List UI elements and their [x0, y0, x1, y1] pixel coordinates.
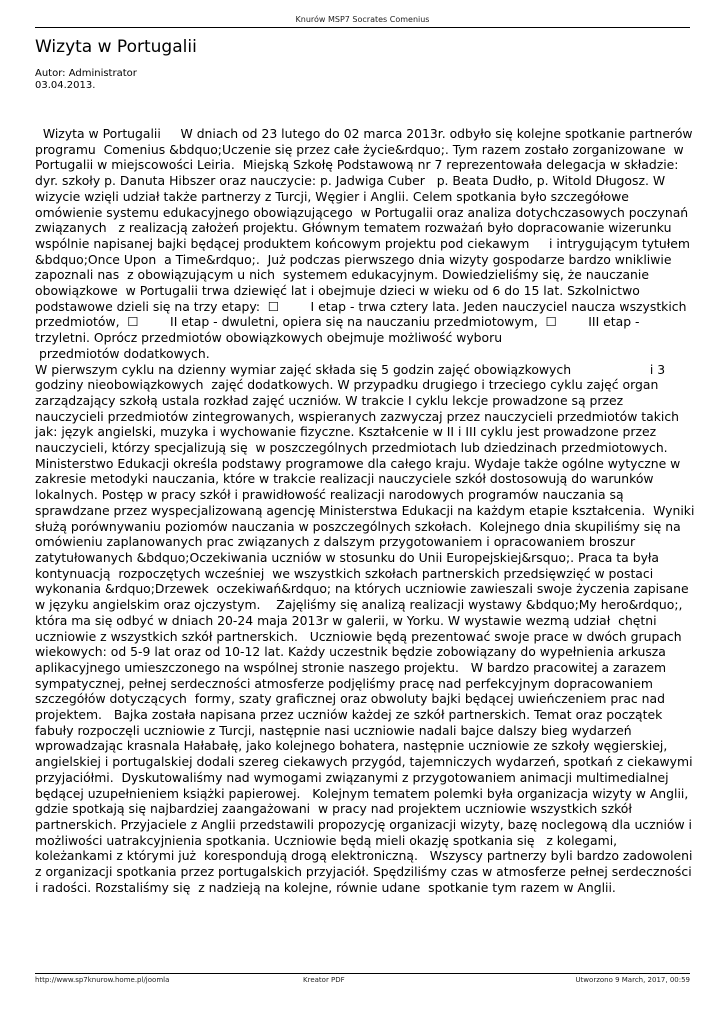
author-line: Autor: Administrator [35, 68, 137, 79]
article-body [35, 126, 699, 895]
article-title: Wizyta w Portugalii [35, 37, 197, 57]
article-paragraph-intro: Wizyta w Portugalii W dniach od 23 lutego do 02 marca 2013r. odbyło się kolejne spotkanie partnerów programu Comenius &bdquo;Uczenie się przez całe życie&rdquo;. Tym razem zostało zorganizowane w Portugalii w miejscowości Leiria. Miejską Szkołę Podstawową nr 7 reprezentowała delegacja w składzie: dyr. szkoły p. Danuta Hibszer oraz nauczycie: p. Jadwiga Cuber p. Beata Dudło, p. Witold Długosz. W wizycie wzięli udział także partnerzy z Turcji, Węgier i Anglii. Celem spotkania było szczegółowe omówienie systemu edukacyjnego obowiązującego w Portugalii oraz analiza dotychczasowych poczynań związanych z realizacją założeń projektu. Głównym tematem rozważań było dopracowanie wizerunku wspólnie napisanej bajki będącej produktem końcowym projektu pod ciekawym i intrygującym tytułem &bdquo;Once Upon a Time&rdquo;. Już podczas pierwszego dnia wizyty gospodarze bardzo wnikliwie zapoznali nas z obowiązującym u nich systemem edukacyjnym. Dowiedzieliśmy się, że nauczanie obowiązkowe w Portugalii trwa dziewięć lat i obejmuje dzieci w wieku od 6 do 15 lat. Szkolnictwo podstawowe dzieli się na trzy etapy: ☐ I etap - trwa cztery lata. Jeden nauczyciel naucza wszystkich przedmiotów, ☐ II etap - dwuletni, opiera się na nauczaniu przedmiotowym, ☐ III etap - trzyletni. Oprócz przedmiotów obowiązkowych obejmuje możliwość wyboru [35, 126, 697, 346]
page-header-site-name: Knurów MSP7 Socrates Comenius [295, 15, 430, 24]
article-paragraph-continuation: przedmiotów dodatkowych. [35, 345, 210, 361]
article-paragraph-main: W pierwszym cyklu na dzienny wymiar zajęć składa się 5 godzin zajęć obowiązkowych i 3 godziny nieobowiązkowych zajęć dodatkowych. W przypadku drugiego i trzeciego cyklu zajęć organ zarządzający szkołą ustala rozkład zajęć uczniów. W trakcie I cyklu lekcje prowadzone są przez nauczycieli przedmiotów zintegrowanych, wspieranych zazwyczaj przez nauczycieli przedmiotów takich jak: język angielski, muzyka i wychowanie fizyczne. Kształcenie w II i III cyklu jest prowadzone przez nauczycieli, którzy specjalizują się w poszczególnych przedmiotach lub dziedzinach przedmiotowych. Ministerstwo Edukacji określa podstawy programowe dla całego kraju. Wydaje także ogólne wytyczne w zakresie metodyki nauczania, które w trakcie realizacji nauczyciele szkół dostosowują do warunków lokalnych. Postęp w pracy szkół i prawidłowość realizacji narodowych programów nauczania są sprawdzane przez wyspecjalizowaną agencję Ministerstwa Edukacji na każdym etapie kształcenia. Wyniki służą porównywaniu poziomów nauczania w poszczególnych szkołach. Kolejnego dnia skupiliśmy się na omówieniu zaplanowanych prac związanych z dalszym przygotowaniem i opracowaniem broszur zatytułowanych &bdquo;Oczekiwania uczniów w stosunku do Unii Europejskiej&rsquo;. Praca ta była kontynuacją rozpoczętych wcześniej we wszystkich szkołach partnerskich przedsięwzięć w postaci wykonania &rdquo;Drzewek oczekiwań&rdquo; na których uczniowie zawieszali swoje życzenia zapisane w języku angielskim oraz ojczystym. Zajęliśmy się analizą realizacji wystawy &bdquo;My hero&rdquo;, która ma się odbyć w dniach 20-24 maja 2013r w galerii, w Yorku. W wystawie wezmą udział chętni uczniowie z wszystkich szkół partnerskich. Uczniowie będą prezentować swoje prace w dwóch grupach wiekowych: od 5-9 lat oraz od 10-12 lat. Każdy uczestnik będzie zobowiązany do wypełnienia arkusza aplikacyjnego umieszczonego na wspólnej stronie naszego projektu. W bardzo pracowitej a zarazem sympatycznej, pełnej serdeczności atmosferze podjęliśmy pracę nad perfekcyjnym dopracowaniem szczegółów dotyczących formy, szaty graficznej oraz obwoluty bajki będącej uwieńczeniem prac nad projektem. Bajka została napisana przez uczniów każdej ze szkół partnerskich. Temat oraz początek fabuły rozpoczęli uczniowie z Turcji, następnie nasi uczniowie nadali bajce dalszy bieg wydarzeń wprowadzając krasnala Hałabałę, jako kolejnego bohatera, następnie uczniowie ze szkoły węgierskiej, angielskiej i portugalskiej dodali szereg ciekawych przygód, tajemniczych wydarzeń, spotkań z ciekawymi przyjaciółmi. Dyskutowaliśmy nad wymogami związanymi z przygotowaniem animacji multimedialnej będącej uzupełnieniem książki papierowej. Kolejnym tematem polemki była organizacja wizyty w Anglii, gdzie spotkają się najbardziej zaangażowani w pracy nad projektem uczniowie wszystkich szkół partnerskich. Przyjaciele z Anglii przedstawili propozycję organizacji wizyty, bazę noclegową dla uczniów i możliwości uatrakcyjnienia spotkania. Uczniowie będą mieli okazję spotkania się z kolegami, koleżankami z którymi już korespondują drogą elektroniczną. Wszyscy partnerzy byli bardzo zadowoleni z organizacji spotkania przez portugalskich przyjaciół. Spędziliśmy czas w atmosferze pełnej serdeczności i radości. Rozstaliśmy się z nadzieją na kolejne, równie udane spotkanie tym razem w Anglii. [35, 361, 699, 895]
article-meta [35, 68, 137, 92]
footer-created-date: Utworzono 9 March, 2017, 00:59 [575, 976, 690, 984]
article-date: 03.04.2013. [35, 80, 96, 91]
footer-url: http://www.sp7knurow.home.pl/joomla [35, 976, 170, 984]
footer-generator: Kreator PDF [303, 976, 345, 984]
footer-divider [35, 973, 690, 974]
header-divider [35, 27, 690, 28]
